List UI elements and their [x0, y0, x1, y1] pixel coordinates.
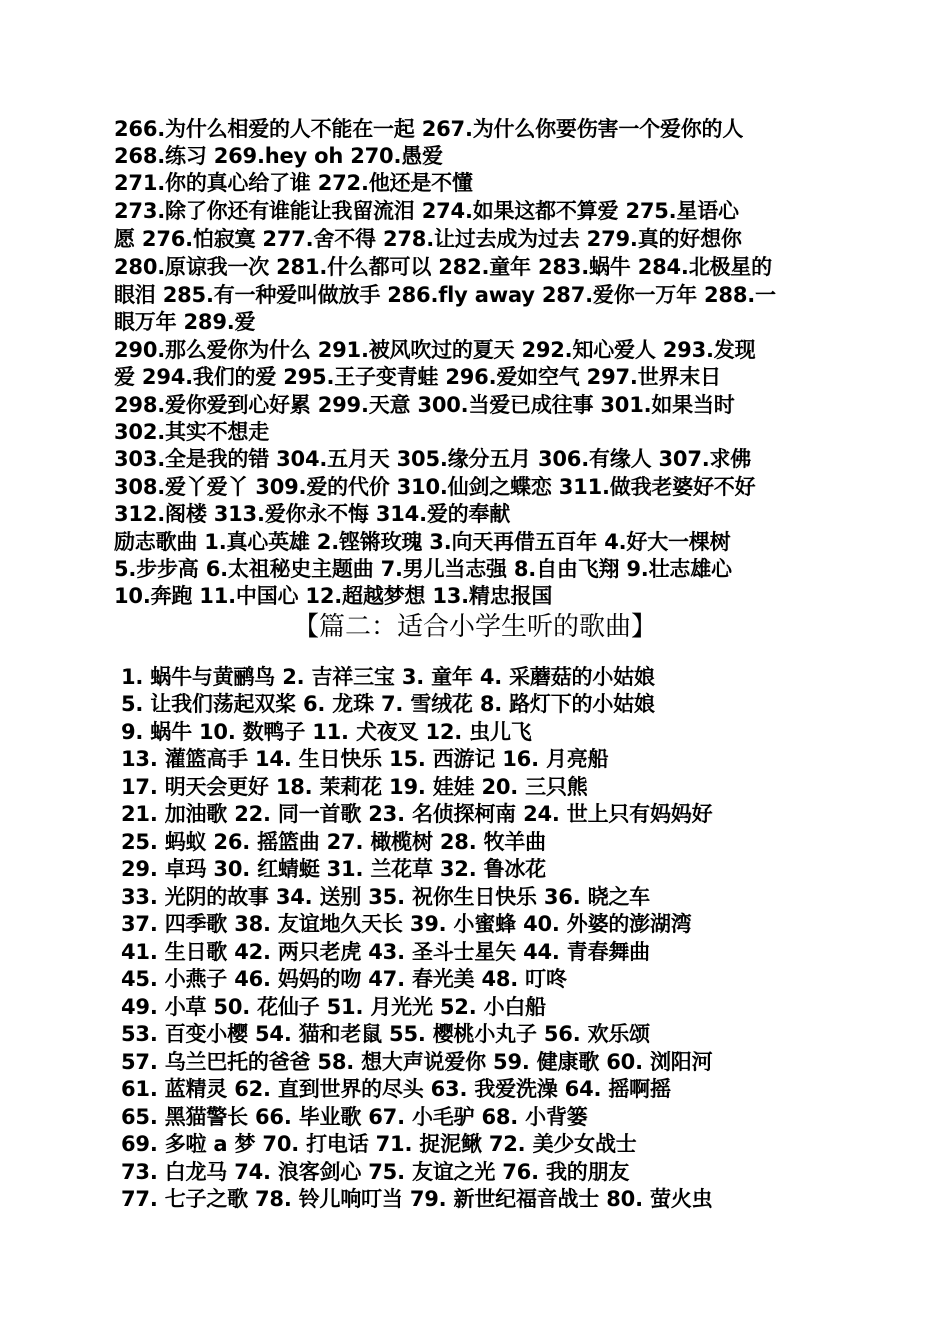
text-line: 298.爱你爱到心好累 299.天意 300.当爱已成往事 301.如果当时 [114, 393, 735, 417]
text-line: 312.阁楼 313.爱你永不悔 314.爱的奉献 [114, 502, 511, 526]
list-item: 73. 白龙马 74. 浪客剑心 75. 友谊之光 76. 我的朋友 [121, 1160, 630, 1184]
list-item: 77. 七子之歌 78. 铃儿响叮当 79. 新世纪福音战士 80. 萤火虫 [121, 1187, 713, 1211]
text-line: 273.除了你还有谁能让我留流泪 274.如果这都不算爱 275.星语心 [114, 199, 739, 223]
text-line: 302.其实不想走 [114, 420, 270, 444]
list-item: 9. 蜗牛 10. 数鸭子 11. 犬夜叉 12. 虫儿飞 [121, 720, 532, 744]
list-item: 17. 明天会更好 18. 茉莉花 19. 娃娃 20. 三只熊 [121, 775, 588, 799]
list-item: 57. 乌兰巴托的爸爸 58. 想大声说爱你 59. 健康歌 60. 浏阳河 [121, 1050, 713, 1074]
text-line: 266.为什么相爱的人不能在一起 267.为什么你要伤害一个爱你的人 [114, 117, 744, 141]
list-item: 29. 卓玛 30. 红蜻蜓 31. 兰花草 32. 鲁冰花 [121, 857, 546, 881]
list-item: 21. 加油歌 22. 同一首歌 23. 名侦探柯南 24. 世上只有妈妈好 [121, 802, 713, 826]
text-line: 5.步步高 6.太祖秘史主题曲 7.男儿当志强 8.自由飞翔 9.壮志雄心 [114, 557, 732, 581]
text-line: 268.练习 269.hey oh 270.愚爱 [114, 144, 443, 168]
list-item: 53. 百变小樱 54. 猫和老鼠 55. 樱桃小丸子 56. 欢乐颂 [121, 1022, 650, 1046]
list-item: 45. 小燕子 46. 妈妈的吻 47. 春光美 48. 叮咚 [121, 967, 567, 991]
text-line: 10.奔跑 11.中国心 12.超越梦想 13.精忠报国 [114, 584, 553, 608]
list-item: 61. 蓝精灵 62. 直到世界的尽头 63. 我爱洗澡 64. 摇啊摇 [121, 1077, 671, 1101]
list-item: 5. 让我们荡起双桨 6. 龙珠 7. 雪绒花 8. 路灯下的小姑娘 [121, 692, 655, 716]
list-item: 41. 生日歌 42. 两只老虎 43. 圣斗士星矢 44. 青春舞曲 [121, 940, 650, 964]
text-line: 眼万年 289.爱 [114, 310, 256, 334]
list-item: 37. 四季歌 38. 友谊地久天长 39. 小蜜蜂 40. 外婆的澎湖湾 [121, 912, 692, 936]
text-line: 愿 276.怕寂寞 277.舍不得 278.让过去成为过去 279.真的好想你 [114, 227, 742, 251]
text-line: 308.爱丫爱丫 309.爱的代价 310.仙剑之蝶恋 311.做我老婆好不好 [114, 475, 756, 499]
section-heading: 【篇二：适合小学生听的歌曲】 [292, 612, 657, 642]
list-item: 33. 光阴的故事 34. 送别 35. 祝你生日快乐 36. 晓之车 [121, 885, 650, 909]
list-item: 49. 小草 50. 花仙子 51. 月光光 52. 小白船 [121, 995, 546, 1019]
text-line: 290.那么爱你为什么 291.被风吹过的夏天 292.知心爱人 293.发现 [114, 338, 756, 362]
list-item: 13. 灌篮高手 14. 生日快乐 15. 西游记 16. 月亮船 [121, 747, 609, 771]
text-line: 271.你的真心给了谁 272.他还是不懂 [114, 171, 473, 195]
text-line: 爱 294.我们的爱 295.王子变青蛙 296.爱如空气 297.世界末日 [114, 365, 721, 389]
text-line: 303.全是我的错 304.五月天 305.缘分五月 306.有缘人 307.求佛 [114, 447, 752, 471]
text-line: 280.原谅我一次 281.什么都可以 282.童年 283.蜗牛 284.北极星的 [114, 255, 772, 279]
text-line: 眼泪 285.有一种爱叫做放手 286.fly away 287.爱你一万年 288.一 [114, 283, 776, 307]
list-item: 1. 蜗牛与黄鹂鸟 2. 吉祥三宝 3. 童年 4. 采蘑菇的小姑娘 [121, 665, 655, 689]
list-item: 65. 黑猫警长 66. 毕业歌 67. 小毛驴 68. 小背篓 [121, 1105, 588, 1129]
text-line: 励志歌曲 1.真心英雄 2.铿锵玫瑰 3.向天再借五百年 4.好大一棵树 [114, 530, 731, 554]
list-item: 69. 多啦 a 梦 70. 打电话 71. 捉泥鳅 72. 美少女战士 [121, 1132, 637, 1156]
list-item: 25. 蚂蚁 26. 摇篮曲 27. 橄榄树 28. 牧羊曲 [121, 830, 546, 854]
